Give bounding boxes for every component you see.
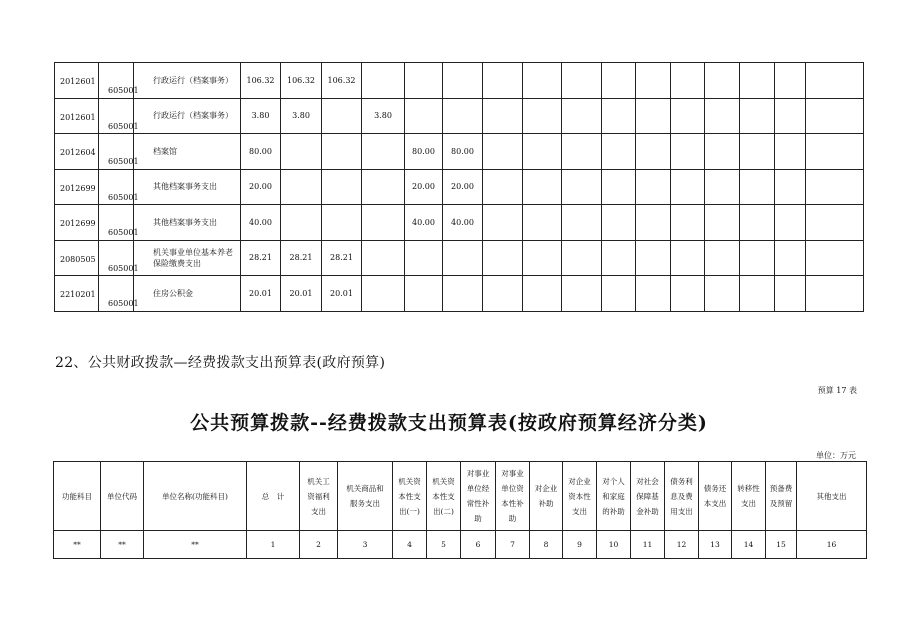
empty-cell xyxy=(523,240,562,276)
item-name-cell xyxy=(134,98,241,134)
empty-cell xyxy=(483,240,523,276)
empty-cell xyxy=(705,240,740,276)
empty-cell xyxy=(775,134,806,170)
amount-cell-text: 106.32 xyxy=(246,75,275,85)
column-header-line: 债务利 xyxy=(670,476,693,486)
amount-cell xyxy=(241,134,281,170)
function-code-cell xyxy=(55,134,99,170)
item-name-cell-text: 住房公积金 xyxy=(153,288,193,298)
index-cell: 2 xyxy=(300,531,338,559)
amount-cell xyxy=(281,276,322,312)
empty-cell xyxy=(671,134,705,170)
amount-cell xyxy=(241,240,281,276)
table-row xyxy=(55,240,864,276)
empty-cell xyxy=(523,134,562,170)
amount-cell xyxy=(241,169,281,205)
empty-cell xyxy=(562,98,602,134)
empty-cell xyxy=(671,276,705,312)
unit-code-cell-text: 605001 xyxy=(108,299,139,308)
column-header xyxy=(631,462,665,531)
amount-cell xyxy=(241,205,281,241)
empty-cell xyxy=(602,63,636,99)
item-name-cell xyxy=(134,134,241,170)
column-header xyxy=(427,462,461,531)
amount-cell xyxy=(281,134,322,170)
column-header xyxy=(54,462,101,531)
table-row xyxy=(55,276,864,312)
column-header-line: 机关商品和 xyxy=(346,484,384,493)
empty-cell xyxy=(740,240,775,276)
column-header xyxy=(144,462,247,531)
expenditure-header-table xyxy=(53,461,867,559)
empty-cell xyxy=(806,205,864,241)
empty-cell xyxy=(602,205,636,241)
column-header-line: 支出 xyxy=(741,499,756,508)
amount-cell xyxy=(322,240,362,276)
amount-cell xyxy=(405,240,443,276)
unit-code-cell-text: 605001 xyxy=(108,192,139,202)
empty-cell xyxy=(705,276,740,312)
column-header-line: 保障基 xyxy=(636,491,659,501)
amount-cell xyxy=(241,98,281,134)
amount-cell xyxy=(443,205,483,241)
empty-cell xyxy=(705,169,740,205)
empty-cell xyxy=(740,169,775,205)
index-cell: 11 xyxy=(631,531,665,559)
index-cell: 1 xyxy=(247,531,300,559)
amount-cell-text: 28.21 xyxy=(249,253,272,263)
table-row xyxy=(55,63,864,99)
item-name-cell-text: 机关事业单位基本养老保险缴费支出 xyxy=(153,247,233,268)
index-cell: 5 xyxy=(427,531,461,559)
amount-cell xyxy=(405,63,443,99)
amount-cell-text: 3.80 xyxy=(292,111,310,121)
column-header xyxy=(461,462,496,531)
amount-cell xyxy=(241,276,281,312)
amount-cell xyxy=(443,169,483,205)
column-header xyxy=(530,462,563,531)
empty-cell xyxy=(806,98,864,134)
item-name-cell-text: 档案馆 xyxy=(153,146,177,156)
amount-cell xyxy=(322,276,362,312)
function-code-cell xyxy=(55,205,99,241)
empty-cell xyxy=(636,205,671,241)
amount-cell xyxy=(405,169,443,205)
empty-cell xyxy=(806,134,864,170)
column-header-line: 机关资 xyxy=(398,476,421,486)
empty-cell xyxy=(775,169,806,205)
index-cell: 6 xyxy=(461,531,496,559)
column-header-line: 助 xyxy=(474,514,482,523)
function-code-cell-text: 2012604 xyxy=(60,148,96,157)
empty-cell xyxy=(562,169,602,205)
column-header-line: 用支出 xyxy=(670,506,693,516)
amount-cell xyxy=(443,98,483,134)
unit-label: 单位：万元 xyxy=(816,451,856,460)
unit-code-cell xyxy=(99,98,139,134)
empty-cell xyxy=(483,205,523,241)
empty-cell xyxy=(602,276,636,312)
unit-code-cell-text: 605001 xyxy=(108,121,139,131)
amount-cell xyxy=(362,205,405,241)
empty-cell xyxy=(602,134,636,170)
column-header-line: 支出 xyxy=(311,506,326,516)
column-header xyxy=(766,462,797,531)
amount-cell xyxy=(443,240,483,276)
index-row xyxy=(54,531,867,559)
column-header xyxy=(665,462,699,531)
unit-code-cell xyxy=(99,169,139,205)
item-name-cell xyxy=(134,63,241,99)
item-name-cell xyxy=(134,205,241,241)
unit-code-cell-text: 605001 xyxy=(108,263,139,273)
column-header-line: 对事业 xyxy=(466,469,490,478)
column-header-line: 及预留 xyxy=(769,499,793,508)
unit-code-cell xyxy=(99,240,139,276)
index-cell: 14 xyxy=(732,531,766,559)
column-header-line: 常性补 xyxy=(466,499,490,508)
empty-cell xyxy=(636,63,671,99)
column-header xyxy=(496,462,530,531)
amount-cell-text: 20.01 xyxy=(289,288,313,298)
column-header-line: 助 xyxy=(508,514,517,523)
empty-cell xyxy=(602,169,636,205)
empty-cell xyxy=(775,205,806,241)
column-header-line: 对事业 xyxy=(501,469,524,478)
column-header-line: 本性支 xyxy=(432,491,455,501)
empty-cell xyxy=(740,63,775,99)
item-name-cell xyxy=(134,240,241,276)
empty-cell xyxy=(636,98,671,134)
section-heading: 22、公共财政拨款—经费拨款支出预算表(政府预算) xyxy=(55,355,386,371)
amount-cell xyxy=(362,276,405,312)
empty-cell xyxy=(602,240,636,276)
empty-cell xyxy=(806,63,864,99)
empty-cell xyxy=(806,169,864,205)
index-cell: 16 xyxy=(797,531,867,559)
empty-cell xyxy=(636,240,671,276)
empty-cell xyxy=(523,205,562,241)
amount-cell-text: 20.00 xyxy=(451,182,474,192)
budget-table-number: 预算 17 表 xyxy=(817,386,857,395)
index-cell: 7 xyxy=(496,531,530,559)
empty-cell xyxy=(483,98,523,134)
column-header-line: 资福利 xyxy=(307,491,330,501)
index-cell: 8 xyxy=(530,531,563,559)
amount-cell-text: 28.21 xyxy=(330,253,353,263)
amount-cell-text: 80.00 xyxy=(451,146,474,156)
column-header-line: 机关资 xyxy=(432,476,455,486)
column-header xyxy=(300,462,338,531)
amount-cell-text: 20.01 xyxy=(330,288,353,298)
amount-cell xyxy=(281,240,322,276)
column-header xyxy=(247,462,300,531)
empty-cell xyxy=(562,205,602,241)
index-cell: ** xyxy=(54,531,101,559)
amount-cell xyxy=(362,134,405,170)
unit-code-cell-text: 605001 xyxy=(108,157,139,166)
amount-cell xyxy=(443,276,483,312)
column-header-line: 本性支 xyxy=(398,491,421,501)
empty-cell xyxy=(523,169,562,205)
function-code-cell xyxy=(55,276,99,312)
table-row xyxy=(55,134,864,170)
header-row xyxy=(54,462,867,531)
amount-cell xyxy=(281,169,322,205)
empty-cell xyxy=(740,98,775,134)
column-header-line: 支出 xyxy=(572,506,587,516)
function-code-cell-text: 2012699 xyxy=(60,219,96,228)
empty-cell xyxy=(523,63,562,99)
column-header xyxy=(563,462,597,531)
empty-cell xyxy=(671,205,705,241)
amount-cell-text: 3.80 xyxy=(251,111,270,121)
column-header-line: 总 计 xyxy=(261,491,285,501)
empty-cell xyxy=(562,63,602,99)
empty-cell xyxy=(483,169,523,205)
index-cell: 4 xyxy=(393,531,427,559)
empty-cell xyxy=(562,240,602,276)
function-code-cell-text: 2012601 xyxy=(60,77,96,86)
column-header xyxy=(732,462,766,531)
amount-cell xyxy=(443,63,483,99)
amount-cell-text: 28.21 xyxy=(289,253,313,263)
index-cell: 9 xyxy=(563,531,597,559)
amount-cell-text: 106.32 xyxy=(327,75,356,85)
column-header-line: 补助 xyxy=(538,499,554,508)
amount-cell xyxy=(322,98,362,134)
item-name-cell xyxy=(134,276,241,312)
column-header-line: 单位名称(功能科目) xyxy=(162,491,228,501)
column-header xyxy=(338,462,393,531)
unit-code-cell xyxy=(99,63,139,99)
column-header-line: 的补助 xyxy=(602,506,625,516)
empty-cell xyxy=(705,63,740,99)
column-header-line: 功能科目 xyxy=(62,491,92,501)
column-header-line: 单位资 xyxy=(501,484,524,493)
amount-cell-text: 40.00 xyxy=(412,217,435,227)
item-name-cell-text: 其他档案事务支出 xyxy=(153,217,217,227)
item-name-cell-text: 行政运行（档案事务） xyxy=(153,75,233,85)
index-cell: 12 xyxy=(665,531,699,559)
empty-cell xyxy=(562,276,602,312)
empty-cell xyxy=(636,169,671,205)
index-cell: 10 xyxy=(597,531,631,559)
column-header-line: 出(二) xyxy=(433,506,454,516)
empty-cell xyxy=(671,240,705,276)
empty-cell xyxy=(562,134,602,170)
column-header-line: 本性补 xyxy=(501,499,524,508)
amount-cell-text: 40.00 xyxy=(249,217,272,227)
index-cell: 15 xyxy=(766,531,797,559)
empty-cell xyxy=(775,240,806,276)
amount-cell xyxy=(405,276,443,312)
item-name-cell xyxy=(134,169,241,205)
function-code-cell-text: 2080505 xyxy=(60,254,96,264)
amount-cell xyxy=(362,169,405,205)
amount-cell xyxy=(405,134,443,170)
empty-cell xyxy=(740,205,775,241)
amount-cell xyxy=(405,205,443,241)
index-cell: ** xyxy=(144,531,247,559)
empty-cell xyxy=(705,98,740,134)
table-row xyxy=(55,205,864,241)
empty-cell xyxy=(740,276,775,312)
function-code-cell xyxy=(55,98,99,134)
column-header-line: 转移性 xyxy=(737,484,760,493)
empty-cell xyxy=(523,98,562,134)
column-header-line: 单位代码 xyxy=(107,491,137,501)
index-cell: 3 xyxy=(338,531,393,559)
amount-cell xyxy=(405,98,443,134)
table-title: 公共预算拨款--经费拨款支出预算表(按政府预算经济分类) xyxy=(190,412,708,434)
empty-cell xyxy=(806,240,864,276)
amount-cell xyxy=(281,98,322,134)
column-header-line: 息及费 xyxy=(670,491,693,501)
column-header-line: 单位经 xyxy=(466,484,490,493)
empty-cell xyxy=(636,276,671,312)
empty-cell xyxy=(671,63,705,99)
column-header-line: 资本性 xyxy=(568,491,591,501)
amount-cell-text: 20.00 xyxy=(249,182,272,192)
function-code-cell xyxy=(55,169,99,205)
amount-cell xyxy=(281,205,322,241)
empty-cell xyxy=(671,98,705,134)
upper-data-table xyxy=(54,62,864,312)
column-header-line: 出(一) xyxy=(399,506,420,516)
function-code-cell xyxy=(55,240,99,276)
amount-cell-text: 20.01 xyxy=(249,288,272,298)
function-code-cell-text: 2012699 xyxy=(60,183,96,193)
amount-cell-text: 80.00 xyxy=(249,146,272,156)
amount-cell xyxy=(322,134,362,170)
amount-cell xyxy=(322,169,362,205)
empty-cell xyxy=(705,205,740,241)
column-header-line: 机关工 xyxy=(307,476,330,486)
column-header-line: 对个人 xyxy=(602,476,625,486)
amount-cell xyxy=(281,63,322,99)
amount-cell-text: 3.80 xyxy=(374,111,392,121)
unit-code-cell xyxy=(99,134,139,170)
amount-cell xyxy=(322,205,362,241)
column-header xyxy=(797,462,867,531)
amount-cell xyxy=(322,63,362,99)
empty-cell xyxy=(523,276,562,312)
table-row xyxy=(55,169,864,205)
column-header-line: 债务还 xyxy=(703,484,727,493)
amount-cell xyxy=(362,98,405,134)
amount-cell-text: 40.00 xyxy=(451,217,474,227)
amount-cell-text: 20.00 xyxy=(412,182,435,192)
function-code-cell xyxy=(55,63,99,99)
empty-cell xyxy=(740,134,775,170)
column-header-line: 金补助 xyxy=(636,506,659,516)
empty-cell xyxy=(775,98,806,134)
amount-cell-text: 80.00 xyxy=(412,146,435,156)
item-name-cell-text: 行政运行（档案事务） xyxy=(153,111,233,121)
empty-cell xyxy=(483,134,523,170)
column-header xyxy=(393,462,427,531)
amount-cell-text: 106.32 xyxy=(287,75,315,85)
empty-cell xyxy=(705,134,740,170)
index-cell: 13 xyxy=(699,531,732,559)
index-cell: ** xyxy=(101,531,144,559)
amount-cell xyxy=(362,63,405,99)
column-header xyxy=(597,462,631,531)
function-code-cell-text: 2012601 xyxy=(60,112,96,122)
empty-cell xyxy=(775,63,806,99)
column-header-line: 对社会 xyxy=(636,476,659,486)
empty-cell xyxy=(806,276,864,312)
column-header-line: 对企业 xyxy=(568,476,591,486)
unit-code-cell-text: 605001 xyxy=(108,86,139,95)
column-header-line: 预备费 xyxy=(769,484,793,493)
amount-cell xyxy=(362,240,405,276)
empty-cell xyxy=(602,98,636,134)
unit-code-cell xyxy=(99,276,139,312)
amount-cell xyxy=(443,134,483,170)
column-header xyxy=(699,462,732,531)
column-header xyxy=(101,462,144,531)
table-row xyxy=(55,98,864,134)
unit-code-cell xyxy=(99,205,139,241)
amount-cell xyxy=(241,63,281,99)
column-header-line: 服务支出 xyxy=(350,499,380,508)
empty-cell xyxy=(775,276,806,312)
empty-cell xyxy=(483,276,523,312)
function-code-cell-text: 2210201 xyxy=(60,290,96,299)
empty-cell xyxy=(636,134,671,170)
column-header-line: 本支出 xyxy=(703,499,727,508)
item-name-cell-text: 其他档案事务支出 xyxy=(153,182,217,192)
column-header-line: 和家庭 xyxy=(602,491,625,501)
column-header-line: 其他支出 xyxy=(816,491,847,501)
column-header-line: 对企业 xyxy=(534,484,558,493)
unit-code-cell-text: 605001 xyxy=(108,228,139,237)
empty-cell xyxy=(671,169,705,205)
empty-cell xyxy=(483,63,523,99)
